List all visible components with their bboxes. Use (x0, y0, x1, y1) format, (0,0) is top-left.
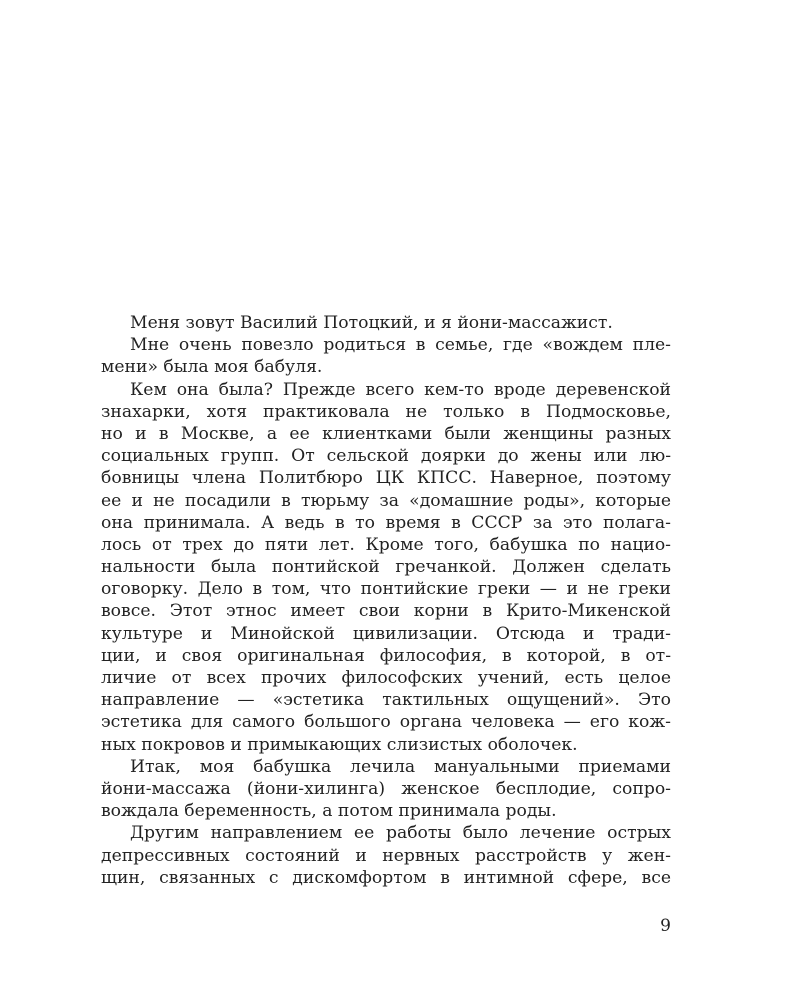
text-line: щин, связанных с дискомфортом в интимной сфере, все (101, 867, 671, 888)
text-line: оговорку. Дело в том, что понтийские греки — и не греки (101, 579, 671, 600)
text-line: культуре и Минойской цивилизации. Отсюда и тради- (101, 623, 671, 644)
text-line: Итак, моя бабушка лечила мануальными приемами (130, 756, 671, 777)
book-page-text (101, 312, 671, 889)
text-line: ных покровов и примыкающих слизистых оболочек. (101, 734, 578, 755)
text-line: йони-массажа (йони-хилинга) женское бесплодие, сопро- (101, 778, 671, 799)
text-line: Кем она была? Прежде всего кем-то вроде деревенской (130, 379, 671, 400)
page-number: 9 (660, 916, 671, 936)
text-line: мени» была моя бабуля. (101, 357, 323, 378)
text-line: Мне очень повезло родиться в семье, где «вождем пле- (130, 335, 671, 356)
text-line: она принимала. А ведь в то время в СССР за это полага- (101, 512, 671, 533)
text-line: ции, и своя оригинальная философия, в которой, в от- (101, 645, 671, 666)
text-line: бовницы члена Политбюро ЦК КПСС. Наверное, поэтому (101, 468, 671, 489)
text-line: лось от трех до пяти лет. Кроме того, бабушка по нацио- (101, 534, 671, 555)
text-line: знахарки, хотя практиковала не только в Подмосковье, (101, 401, 671, 422)
text-line: ее и не посадили в тюрьму за «домашние роды», которые (101, 490, 671, 511)
text-line: вождала беременность, а потом принимала роды. (101, 801, 557, 822)
text-line: вовсе. Этот этнос имеет свои корни в Крито-Микенской (101, 601, 671, 622)
text-line: направление — «эстетика тактильных ощущений». Это (101, 690, 671, 711)
text-line: Меня зовут Василий Потоцкий, и я йони-массажист. (130, 313, 613, 333)
text-line: но и в Москве, а ее клиентками были женщины разных (101, 423, 671, 444)
text-line: социальных групп. От сельской доярки до жены или лю- (101, 446, 671, 467)
text-line: эстетика для самого большого органа человека — его кож- (101, 712, 671, 733)
text-line: личие от всех прочих философских учений, есть целое (101, 668, 671, 688)
text-line: Другим направлением ее работы было лечение острых (130, 823, 671, 844)
text-line: депрессивных состояний и нервных расстройств у жен- (101, 845, 671, 866)
text-line: нальности была понтийской гречанкой. Должен сделать (101, 557, 671, 578)
